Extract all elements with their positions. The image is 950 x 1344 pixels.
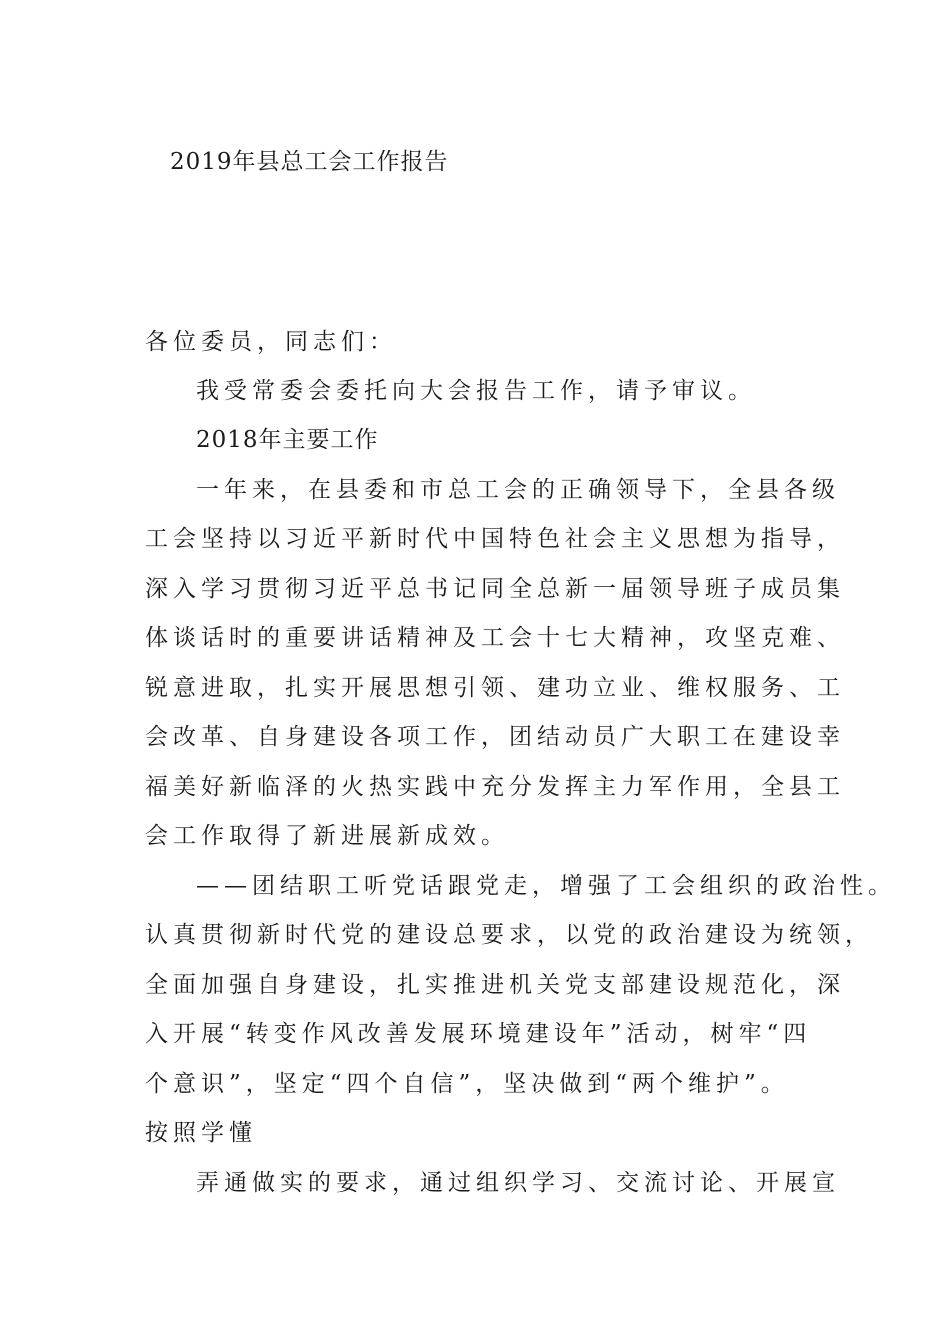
paragraph-line: 入开展“转变作风改善发展环境建设年”活动，树牢“四 — [145, 1021, 812, 1047]
paragraph-line: 认真贯彻新时代党的建设总要求，以党的政治建设为统领， — [145, 922, 873, 948]
paragraph-line: 深入学习贯彻习近平总书记同全总新一届领导班子成员集 — [145, 576, 845, 602]
paragraph-line: 全面加强自身建设，扎实推进机关党支部建设规范化，深 — [145, 972, 845, 998]
paragraph-line: 弄通做实的要求，通过组织学习、交流讨论、开展宣 — [196, 1170, 840, 1196]
paragraph-line: 福美好新临泽的火热实践中充分发挥主力军作用，全县工 — [145, 774, 845, 800]
section-heading: 2018年主要工作 — [196, 427, 379, 453]
paragraph-line: 锐意进取，扎实开展思想引领、建功立业、维权服务、工 — [145, 675, 845, 701]
salutation-line: 各位委员，同志们： — [145, 329, 397, 355]
paragraph-line: 个意识”，坚定“四个自信”，坚决做到“两个维护”。 — [145, 1071, 789, 1097]
document-title: 2019年县总工会工作报告 — [170, 149, 449, 175]
paragraph-line: 工会坚持以习近平新时代中国特色社会主义思想为指导， — [145, 526, 845, 552]
paragraph-line: 我受常委会委托向大会报告工作，请予审议。 — [196, 378, 756, 404]
paragraph-line: 会改革、自身建设各项工作，团结动员广大职工在建设幸 — [145, 724, 845, 750]
paragraph-line: 会工作取得了新进展新成效。 — [145, 823, 509, 849]
paragraph-line: 按照学懂 — [145, 1120, 257, 1146]
paragraph-line: 一年来，在县委和市总工会的正确领导下，全县各级 — [196, 477, 840, 503]
paragraph-line: 体谈话时的重要讲话精神及工会十七大精神，攻坚克难、 — [145, 625, 845, 651]
paragraph-line: ——团结职工听党话跟党走，增强了工会组织的政治性。 — [196, 873, 896, 899]
